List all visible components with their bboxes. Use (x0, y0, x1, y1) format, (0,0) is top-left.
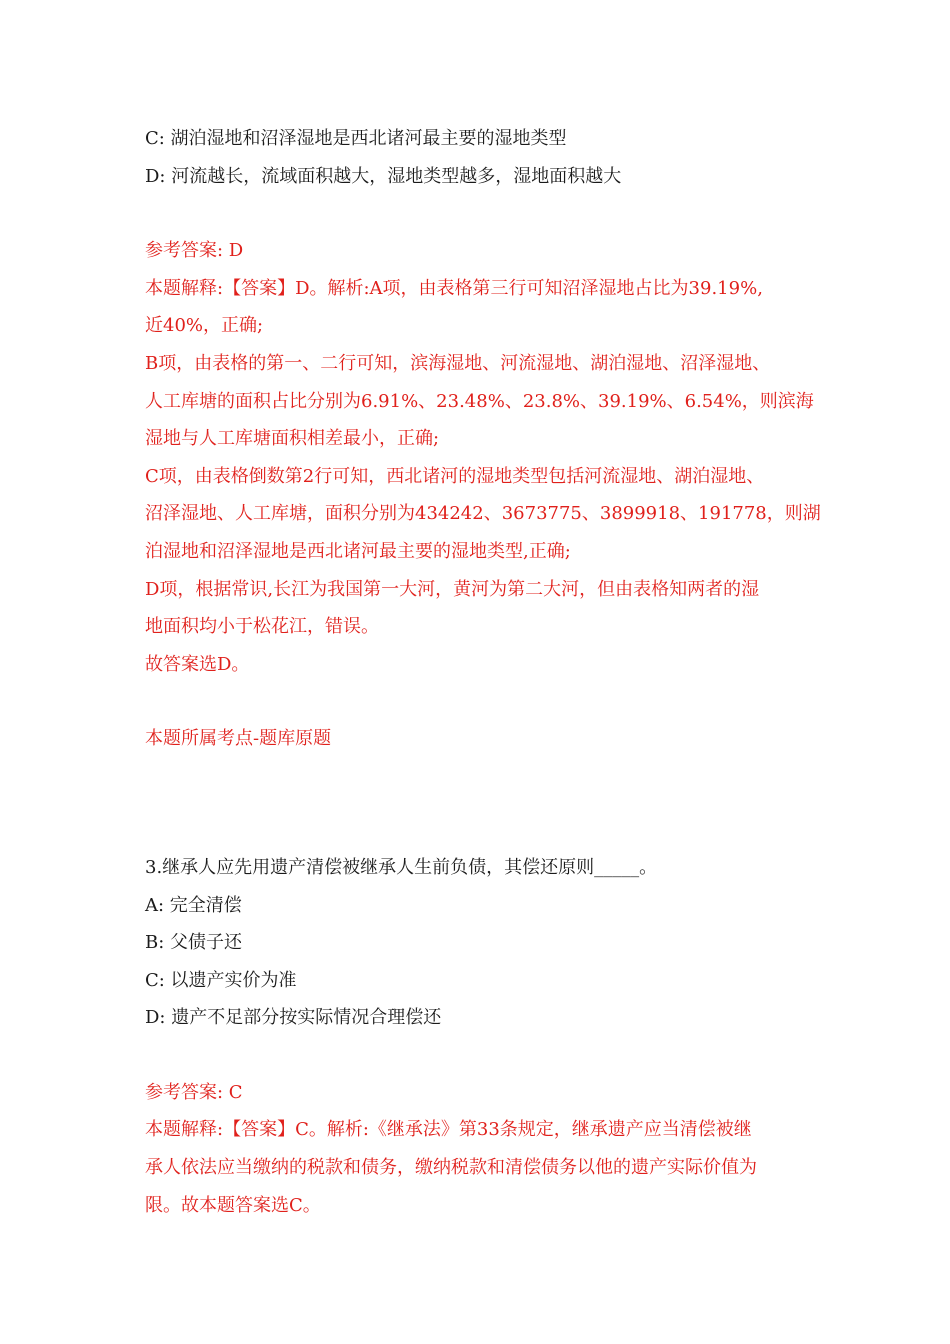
q3-explanation-line: 限。故本题答案选C。 (145, 1194, 321, 1216)
q3-explanation-line: 本题解释:【答案】C。解析:《继承法》第33条规定，继承遗产应当清偿被继 (145, 1119, 752, 1141)
q2-explanation-line: C项，由表格倒数第2行可知，西北诸河的湿地类型包括河流湿地、湖泊湿地、 (145, 465, 765, 487)
q3-reference-answer: 参考答案: C (145, 1081, 243, 1103)
q2-explanation-line: 地面积均小于松花江，错误。 (145, 616, 379, 638)
q2-explanation-line: 近40%，正确; (145, 315, 264, 337)
q2-explanation-line: 沼泽湿地、人工库塘，面积分别为434242、3673775、3899918、191778，则湖 (145, 503, 821, 525)
q2-category: 本题所属考点-题库原题 (145, 728, 332, 750)
q3-option-b: B: 父债子还 (145, 932, 243, 954)
document-page (145, 120, 821, 1224)
q2-explanation-line: 泊湿地和沼泽湿地是西北诸河最主要的湿地类型,正确; (145, 540, 571, 562)
q2-reference-answer: 参考答案: D (145, 240, 244, 262)
q3-question: 3.继承人应先用遗产清偿被继承人生前负债，其偿还原则_____。 (145, 856, 658, 878)
q2-explanation-line: 本题解释:【答案】D。解析:A项，由表格第三行可知沼泽湿地占比为39.19%, (145, 277, 763, 299)
q3-explanation-line: 承人依法应当缴纳的税款和债务，缴纳税款和清偿债务以他的遗产实际价值为 (145, 1157, 757, 1179)
q3-option-a: A: 完全清偿 (145, 894, 242, 916)
q2-option-d: D: 河流越长，流域面积越大，湿地类型越多，湿地面积越大 (145, 165, 622, 187)
q2-explanation-line: D项，根据常识,长江为我国第一大河，黄河为第二大河，但由表格知两者的湿 (145, 578, 760, 600)
q2-option-c: C: 湖泊湿地和沼泽湿地是西北诸河最主要的湿地类型 (145, 128, 567, 149)
q2-explanation-line: 湿地与人工库塘面积相差最小，正确; (145, 428, 440, 450)
q2-explanation-line: 故答案选D。 (145, 653, 250, 675)
q2-explanation-line: 人工库塘的面积占比分别为6.91%、23.48%、23.8%、39.19%、6.54%，则滨海 (145, 390, 814, 412)
q3-option-d: D: 遗产不足部分按实际情况合理偿还 (145, 1007, 442, 1029)
q2-explanation-line: B项，由表格的第一、二行可知，滨海湿地、河流湿地、湖泊湿地、沼泽湿地、 (145, 352, 771, 374)
q3-option-c: C: 以遗产实价为准 (145, 969, 297, 991)
